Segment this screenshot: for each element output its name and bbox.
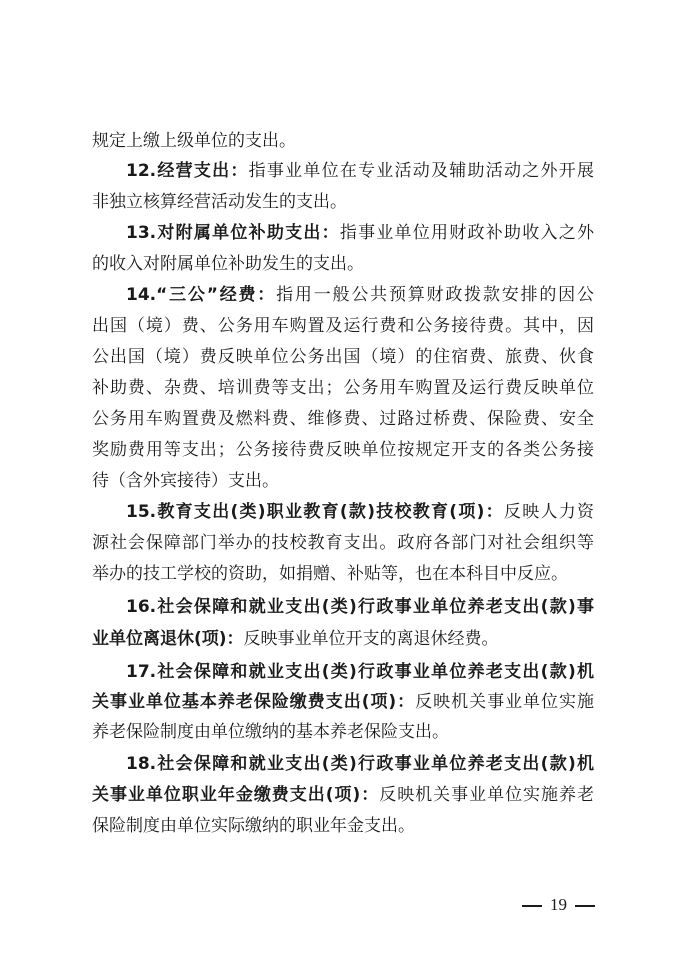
item-term: 社会保障和就业支出(类)行政事业单位养老支出(款)事 bbox=[156, 597, 594, 617]
item-15-line-3: 举办的技工学校的资助，如捐赠、补贴等，也在本科目中反应。 bbox=[92, 564, 568, 584]
item-18-line-2: 关事业单位职业年金缴费支出(项)：反映机关事业单位实施养老 bbox=[92, 785, 594, 805]
item-12-line-2: 非独立核算经营活动发生的支出。 bbox=[92, 192, 347, 212]
item-term: “三公”经费： bbox=[156, 285, 277, 305]
item-term: 经营支出： bbox=[156, 161, 249, 181]
item-number: 15. bbox=[126, 502, 157, 522]
item-13-line-2: 的收入对附属单位补助发生的支出。 bbox=[92, 254, 364, 274]
page-number: 19 bbox=[550, 895, 567, 914]
item-16-line-2: 业单位离退休(项)：反映事业单位开支的离退休经费。 bbox=[92, 629, 499, 649]
item-term: 社会保障和就业支出(类)行政事业单位养老支出(款)机 bbox=[156, 754, 594, 774]
item-term: 关事业单位职业年金缴费支出(项)： bbox=[92, 785, 380, 805]
item-17-line-1 bbox=[126, 661, 594, 683]
item-15-line-1: 15.教育支出(类)职业教育(款)技校教育(项)：反映人力资 bbox=[126, 502, 594, 522]
item-term: 对附属单位补助支出： bbox=[156, 223, 340, 243]
item-term: 关事业单位基本养老保险缴费支出(项)： bbox=[92, 692, 416, 712]
item-14-line-3: 公出国（境）费反映单位公务出国（境）的住宿费、旅费、伙食 bbox=[92, 347, 594, 367]
dash-left bbox=[522, 905, 542, 907]
item-14-line-7: 待（含外宾接待）支出。 bbox=[92, 471, 279, 491]
item-14-line-6: 奖励费用等支出；公务接待费反映单位按规定开支的各类公务接 bbox=[92, 440, 594, 460]
paragraph-line: 规定上缴上级单位的支出。 bbox=[92, 131, 296, 151]
item-term: 业单位离退休(项)： bbox=[92, 629, 244, 649]
item-12-line-1: 12.经营支出：指事业单位在专业活动及辅助活动之外开展 bbox=[126, 161, 594, 181]
item-15-line-2: 源社会保障部门举办的技校教育支出。政府各部门对社会组织等 bbox=[92, 533, 594, 553]
item-number: 16. bbox=[126, 597, 157, 617]
item-number: 18. bbox=[126, 754, 157, 774]
item-14-line-1: 14.“三公”经费：指用一般公共预算财政拨款安排的因公 bbox=[126, 285, 594, 305]
item-17-line-2: 关事业单位基本养老保险缴费支出(项)：反映机关事业单位实施 bbox=[92, 692, 594, 712]
item-17-line-3: 养老保险制度由单位缴纳的基本养老保险支出。 bbox=[92, 722, 449, 742]
page-number-footer bbox=[522, 893, 602, 917]
item-number: 17. bbox=[126, 662, 157, 682]
item-number: 14. bbox=[126, 285, 157, 305]
item-14-line-5: 公务用车购置费及燃料费、维修费、过路过桥费、保险费、安全 bbox=[92, 409, 594, 429]
item-term: 社会保障和就业支出(类)行政事业单位养老支出(款)机 bbox=[156, 662, 594, 682]
item-13-line-1: 13.对附属单位补助支出：指事业单位用财政补助收入之外 bbox=[126, 223, 594, 243]
item-16-line-1 bbox=[126, 596, 594, 618]
item-number: 12. bbox=[126, 161, 157, 181]
dash-right bbox=[575, 905, 595, 907]
item-number: 13. bbox=[126, 223, 157, 243]
item-18-line-3: 保险制度由单位实际缴纳的职业年金支出。 bbox=[92, 816, 415, 836]
item-term: 教育支出(类)职业教育(款)技校教育(项)： bbox=[156, 502, 504, 522]
item-18-line-1 bbox=[126, 753, 594, 775]
item-14-line-4: 补助费、杂费、培训费等支出；公务用车购置及运行费反映单位 bbox=[92, 378, 594, 398]
item-14-line-2: 出国（境）费、公务用车购置及运行费和公务接待费。其中，因 bbox=[92, 316, 594, 336]
